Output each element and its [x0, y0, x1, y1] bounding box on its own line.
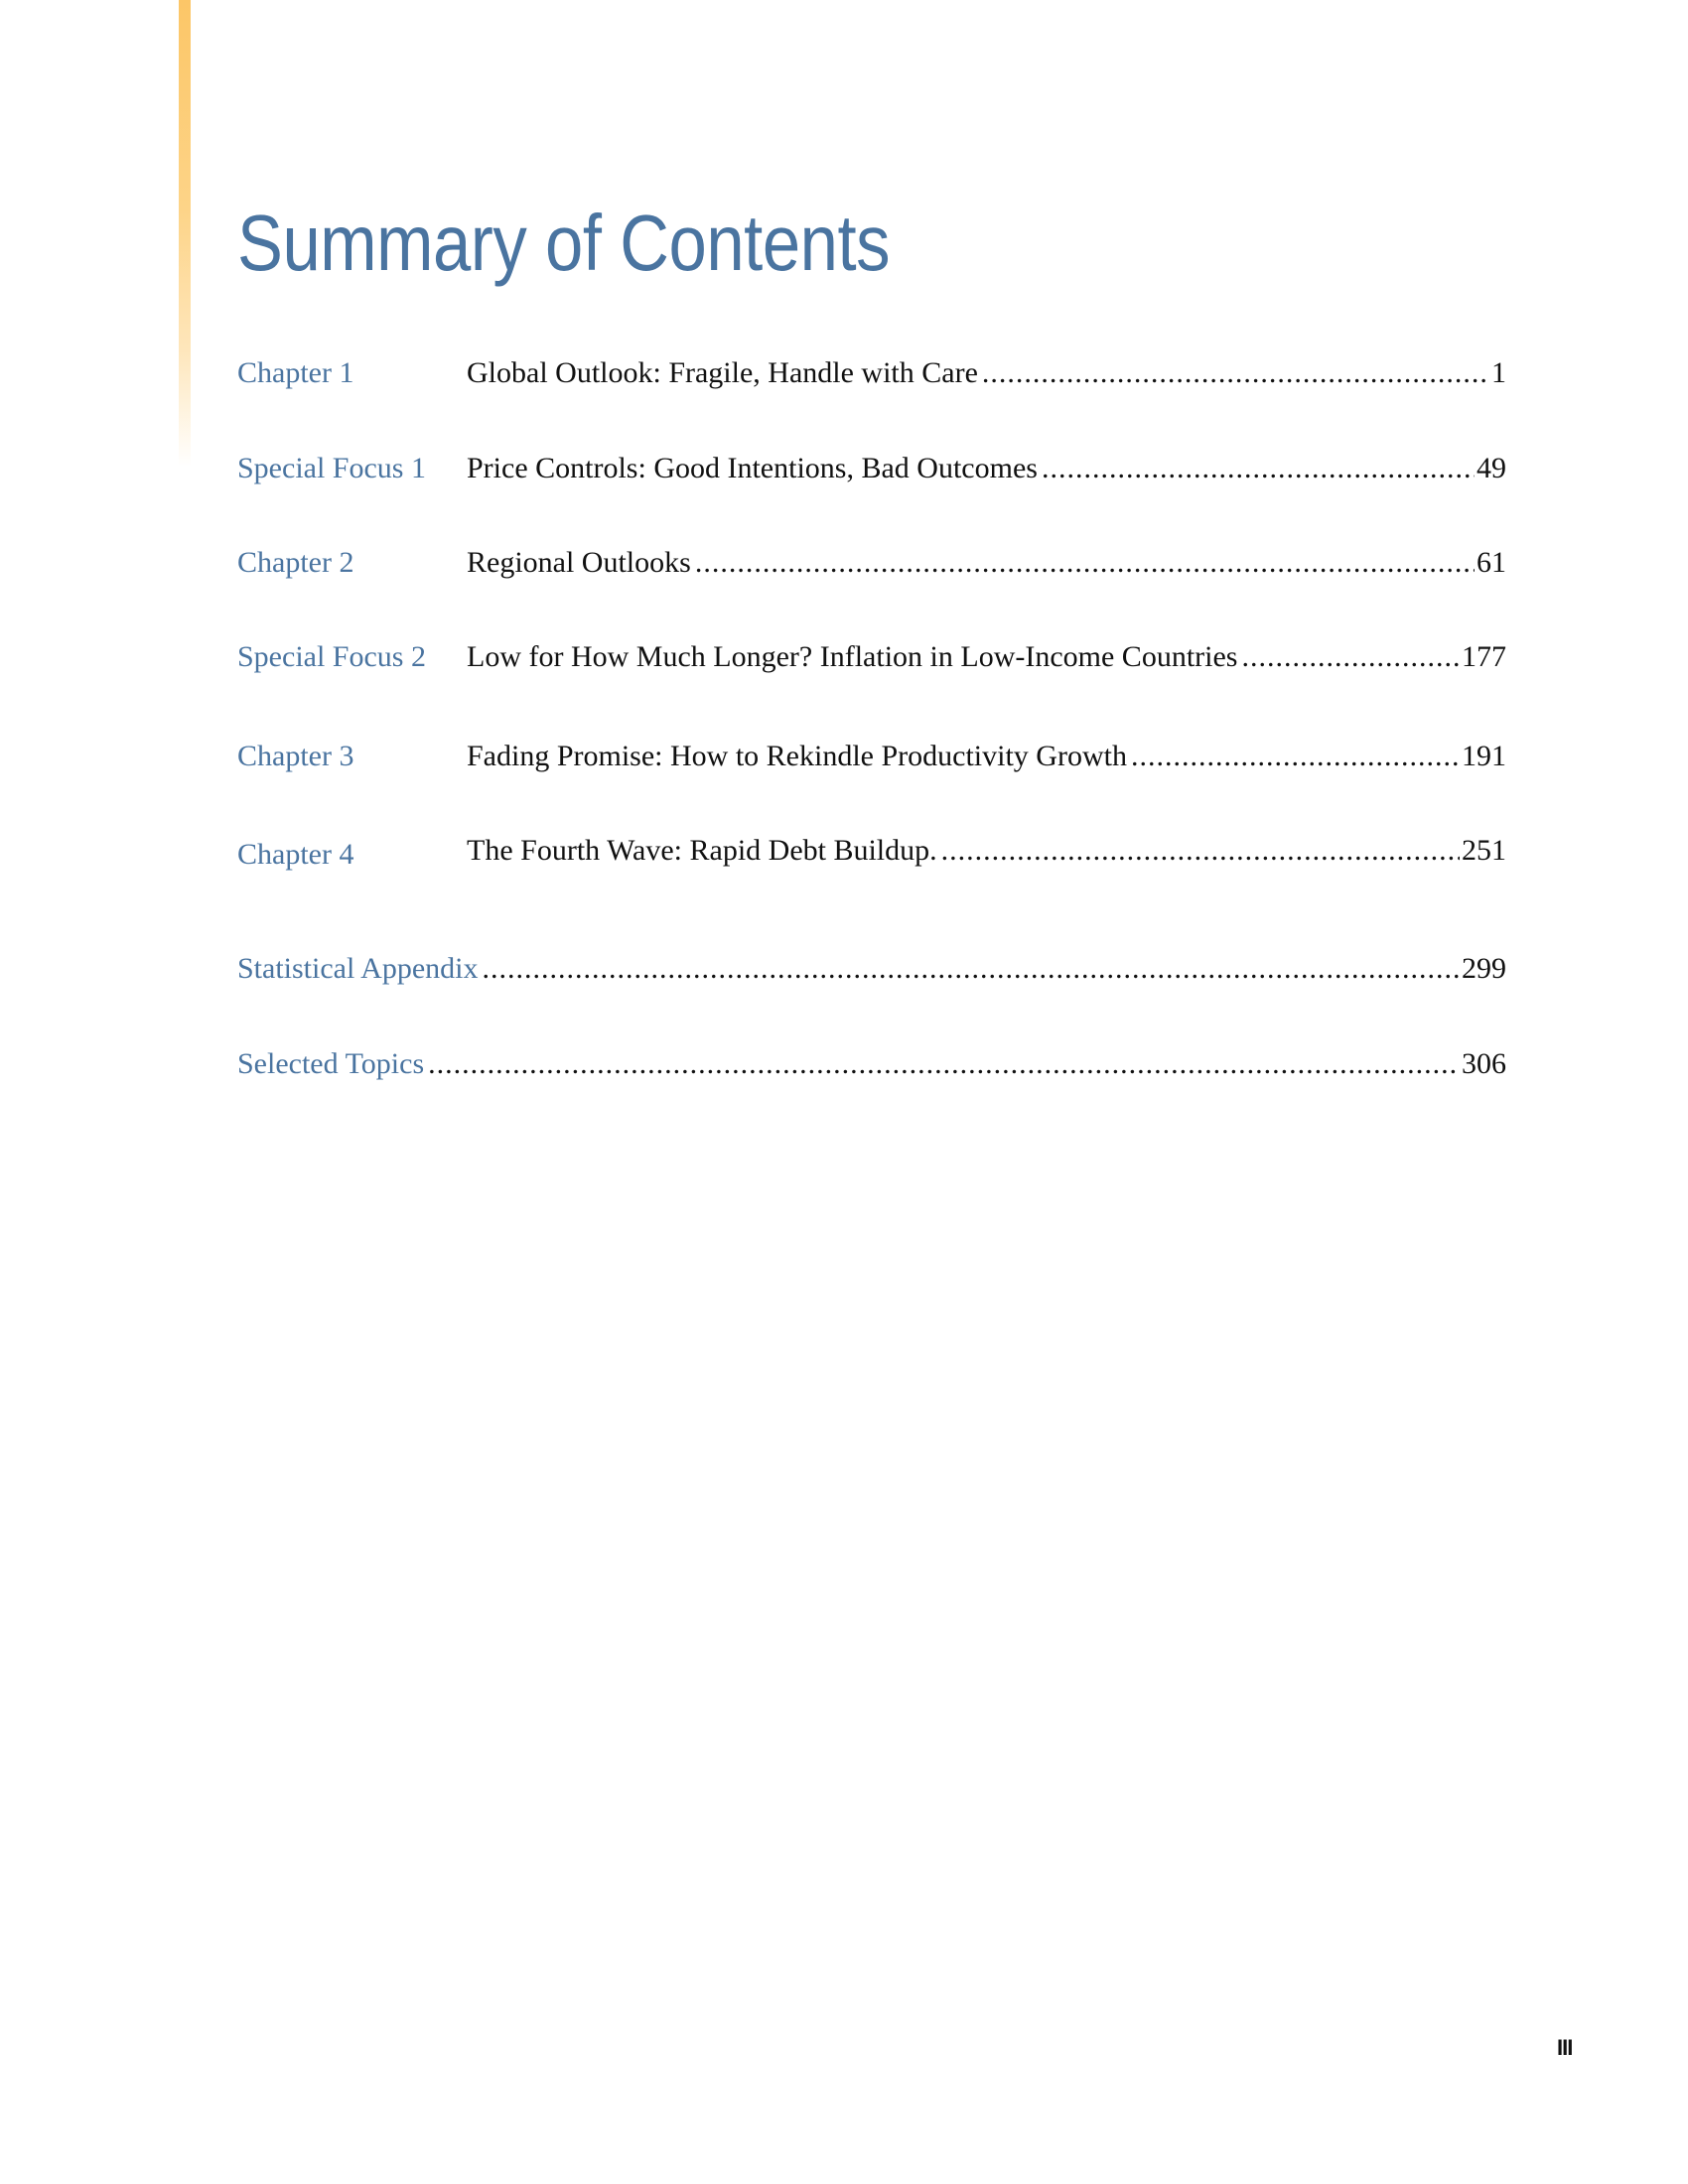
toc-entry-title: Fading Promise: How to Rekindle Productivity Growth	[467, 740, 1127, 772]
toc-entry-chapter-3[interactable]	[237, 734, 1506, 779]
toc-entry-title: Low for How Much Longer? Inflation in Low-Income Countries	[467, 640, 1238, 673]
toc-entry-label: Selected Topics	[237, 1047, 425, 1080]
toc-entry-page: 191	[1462, 740, 1506, 772]
page-number: III	[1557, 2035, 1573, 2060]
toc-entry-title: Global Outlook: Fragile, Handle with Care	[467, 356, 978, 389]
toc-entry-page: 177	[1462, 640, 1506, 673]
dot-leader	[982, 350, 1489, 396]
toc-entry-label: Chapter 4	[237, 838, 354, 871]
toc-entry-label: Chapter 1	[237, 356, 354, 389]
toc-entry-label: Chapter 3	[237, 740, 354, 772]
toc-entry-title: Price Controls: Good Intentions, Bad Outcomes	[467, 452, 1038, 484]
toc-entry-special-focus-2[interactable]	[237, 634, 1506, 680]
accent-bar	[179, 0, 191, 467]
toc-entry-chapter-4[interactable]	[237, 828, 1506, 874]
page-title: Summary of Contents	[237, 199, 891, 287]
dot-leader	[1241, 634, 1460, 680]
toc-entry-title: The Fourth Wave: Rapid Debt Buildup.	[467, 834, 937, 867]
dot-leader	[695, 540, 1475, 586]
toc-entry-page: 251	[1462, 834, 1506, 867]
toc-entry-page: 49	[1477, 452, 1506, 484]
toc-entry-special-focus-1[interactable]	[237, 446, 1506, 491]
toc-entry-title: Regional Outlooks	[467, 546, 691, 579]
dot-leader	[1042, 446, 1475, 491]
dot-leader	[482, 946, 1460, 992]
toc-entry-chapter-2[interactable]	[237, 540, 1506, 586]
toc-entry-chapter-1[interactable]	[237, 350, 1506, 396]
toc-entry-page: 299	[1462, 952, 1506, 985]
toc-entry-label: Special Focus 2	[237, 640, 426, 673]
toc-entry-page: 61	[1477, 546, 1506, 579]
toc-entry-statistical-appendix[interactable]	[237, 946, 1506, 992]
toc-entry-label: Special Focus 1	[237, 452, 426, 484]
toc-entry-selected-topics[interactable]	[237, 1041, 1506, 1087]
toc-entry-page: 1	[1491, 356, 1506, 389]
dot-leader	[941, 828, 1460, 874]
dot-leader	[428, 1041, 1460, 1087]
dot-leader	[1131, 734, 1460, 779]
toc-entry-label: Statistical Appendix	[237, 952, 479, 985]
toc-entry-label: Chapter 2	[237, 546, 354, 579]
toc-entry-page: 306	[1462, 1047, 1506, 1080]
